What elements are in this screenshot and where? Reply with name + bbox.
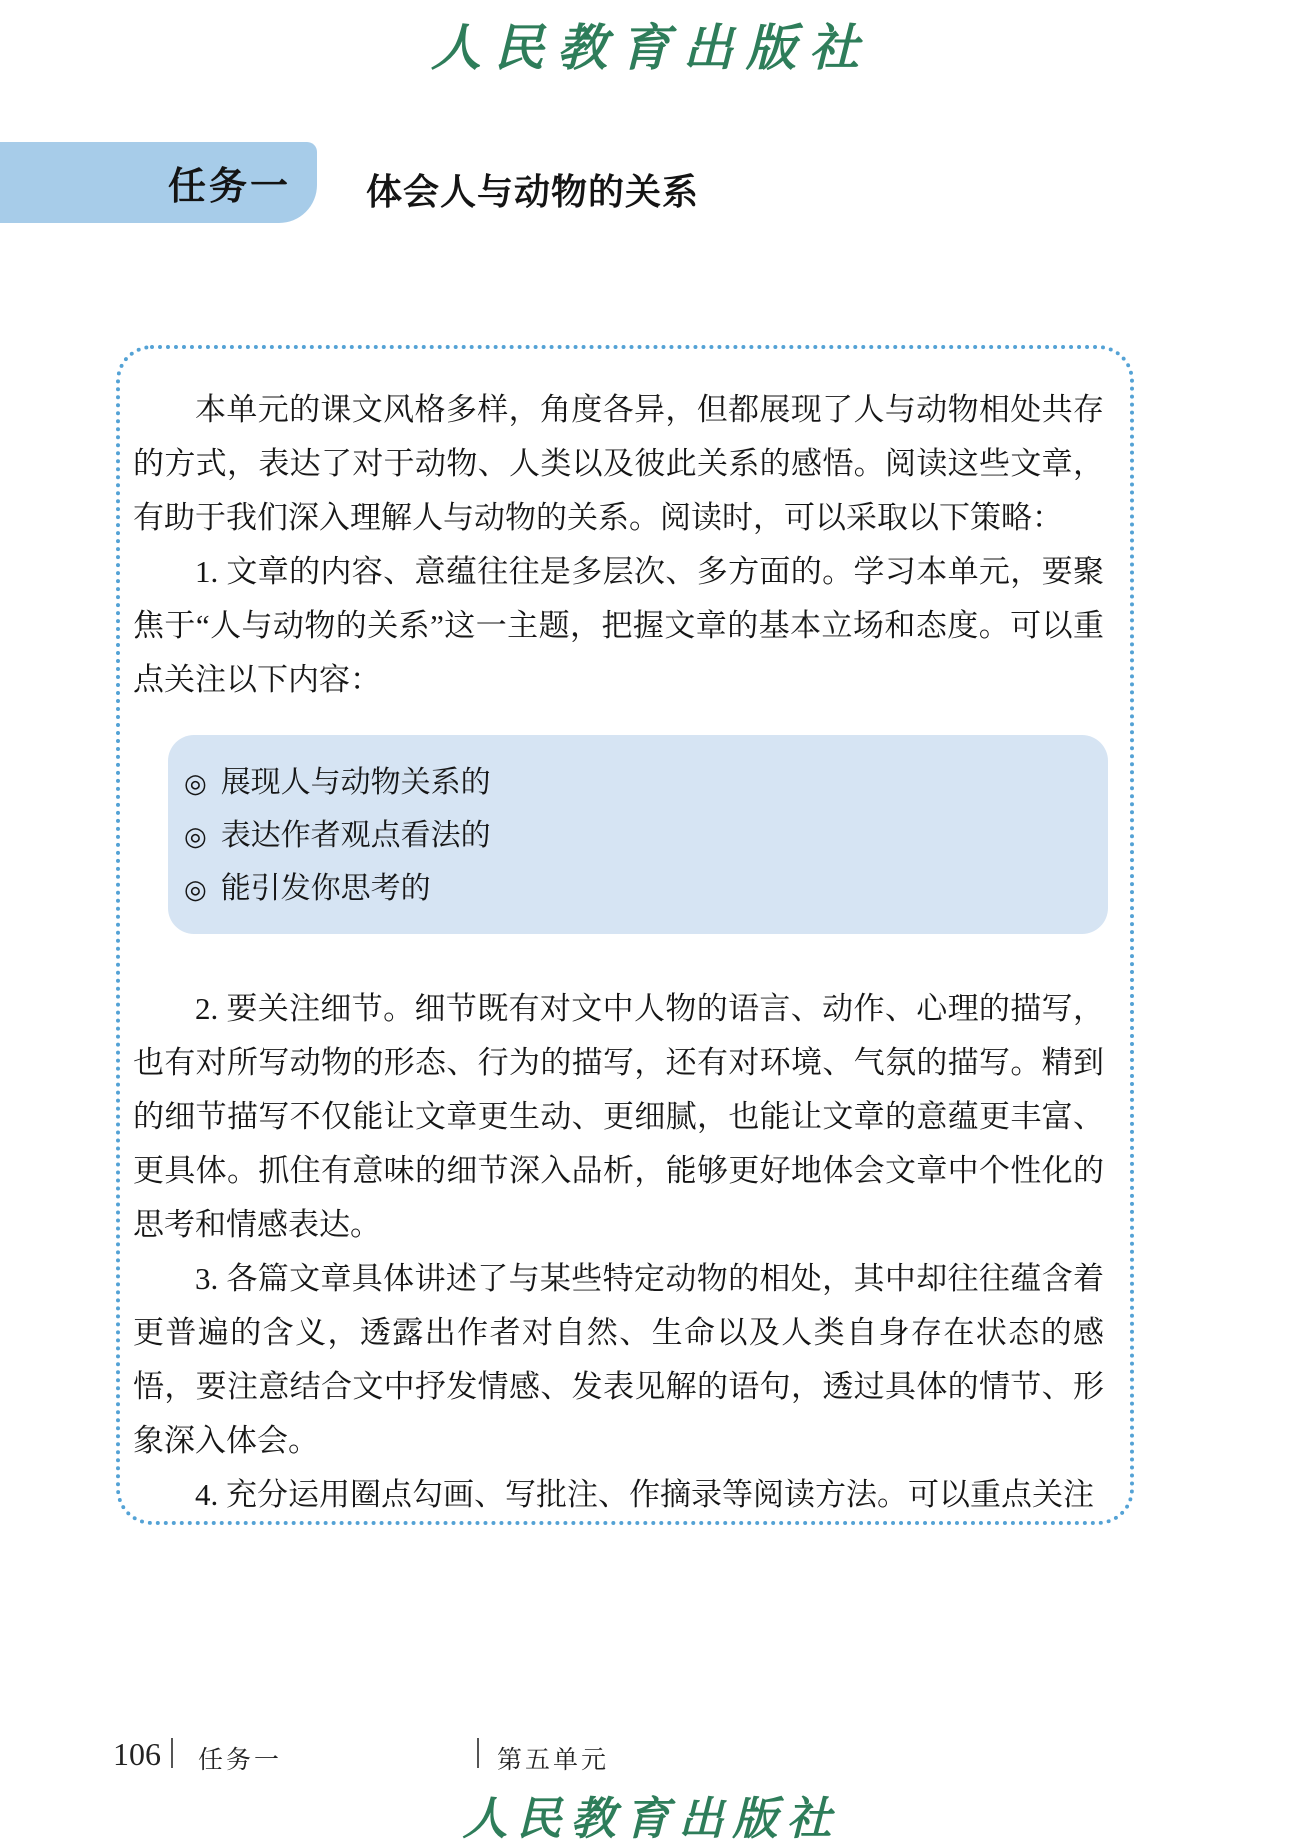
task-label: 任务一 [167,166,291,208]
strategy-2-paragraph: 2. 要关注细节。细节既有对文中人物的语言、动作、心理的描写，也有对所写动物的形态、行为的描写，还有对环境、气氛的描写。精到的细节描写不仅能让文章更生动、更细腻，也能让文章的意蕴更丰富、更具体。抓住有意味的细节深入品析，能够更好地体会文章中个性化的思考和情感表达。 [133,991,1104,1242]
footer-section-label: 任务一 [198,1747,283,1774]
strategy-1-paragraph: 1. 文章的内容、意蕴往往是多层次、多方面的。学习本单元，要聚焦于“人与动物的关系”这一主题，把握文章的基本立场和态度。可以重点关注以下内容： [133,554,1104,697]
strategy-3-paragraph: 3. 各篇文章具体讲述了与某些特定动物的相处，其中却往往蕴含着更普遍的含义，透露出作者对自然、生命以及人类自身存在状态的感悟，要注意结合文中抒发情感、发表见解的语句，透过具体的情节、形象深入体会。 [133,1261,1104,1458]
page-footer [0,1732,1303,1774]
strategy-box [116,345,1134,1525]
page-title: 体会人与动物的关系 [366,172,700,212]
list-item [184,810,1088,863]
strategy-4-paragraph: 4. 充分运用圈点勾画、写批注、作摘录等阅读方法。可以重点关注 [195,1477,1094,1512]
bullseye-icon: ◎ [184,822,207,852]
publisher-logo-bottom: 人民教育出版社 [462,1794,841,1844]
footer-divider [477,1738,479,1768]
focus-highlight-box [168,735,1108,934]
list-item-label: 表达作者观点看法的 [220,819,491,852]
task-band [0,142,317,223]
list-item [184,863,1088,916]
list-item-label: 展现人与动物关系的 [220,766,491,799]
bullseye-icon: ◎ [184,769,207,799]
footer-unit-label: 第五单元 [497,1747,610,1774]
publisher-logo-top: 人民教育出版社 [431,20,872,76]
page-number: 106 [113,1736,161,1772]
intro-paragraph: 本单元的课文风格多样，角度各异，但都展现了人与动物相处共存的方式，表达了对于动物、人类以及彼此关系的感悟。阅读这些文章，有助于我们深入理解人与动物的关系。阅读时，可以采取以下策略： [133,392,1104,535]
bullseye-icon: ◎ [184,875,207,905]
list-item-label: 能引发你思考的 [220,872,431,905]
list-item [184,757,1088,810]
footer-divider [171,1738,173,1768]
